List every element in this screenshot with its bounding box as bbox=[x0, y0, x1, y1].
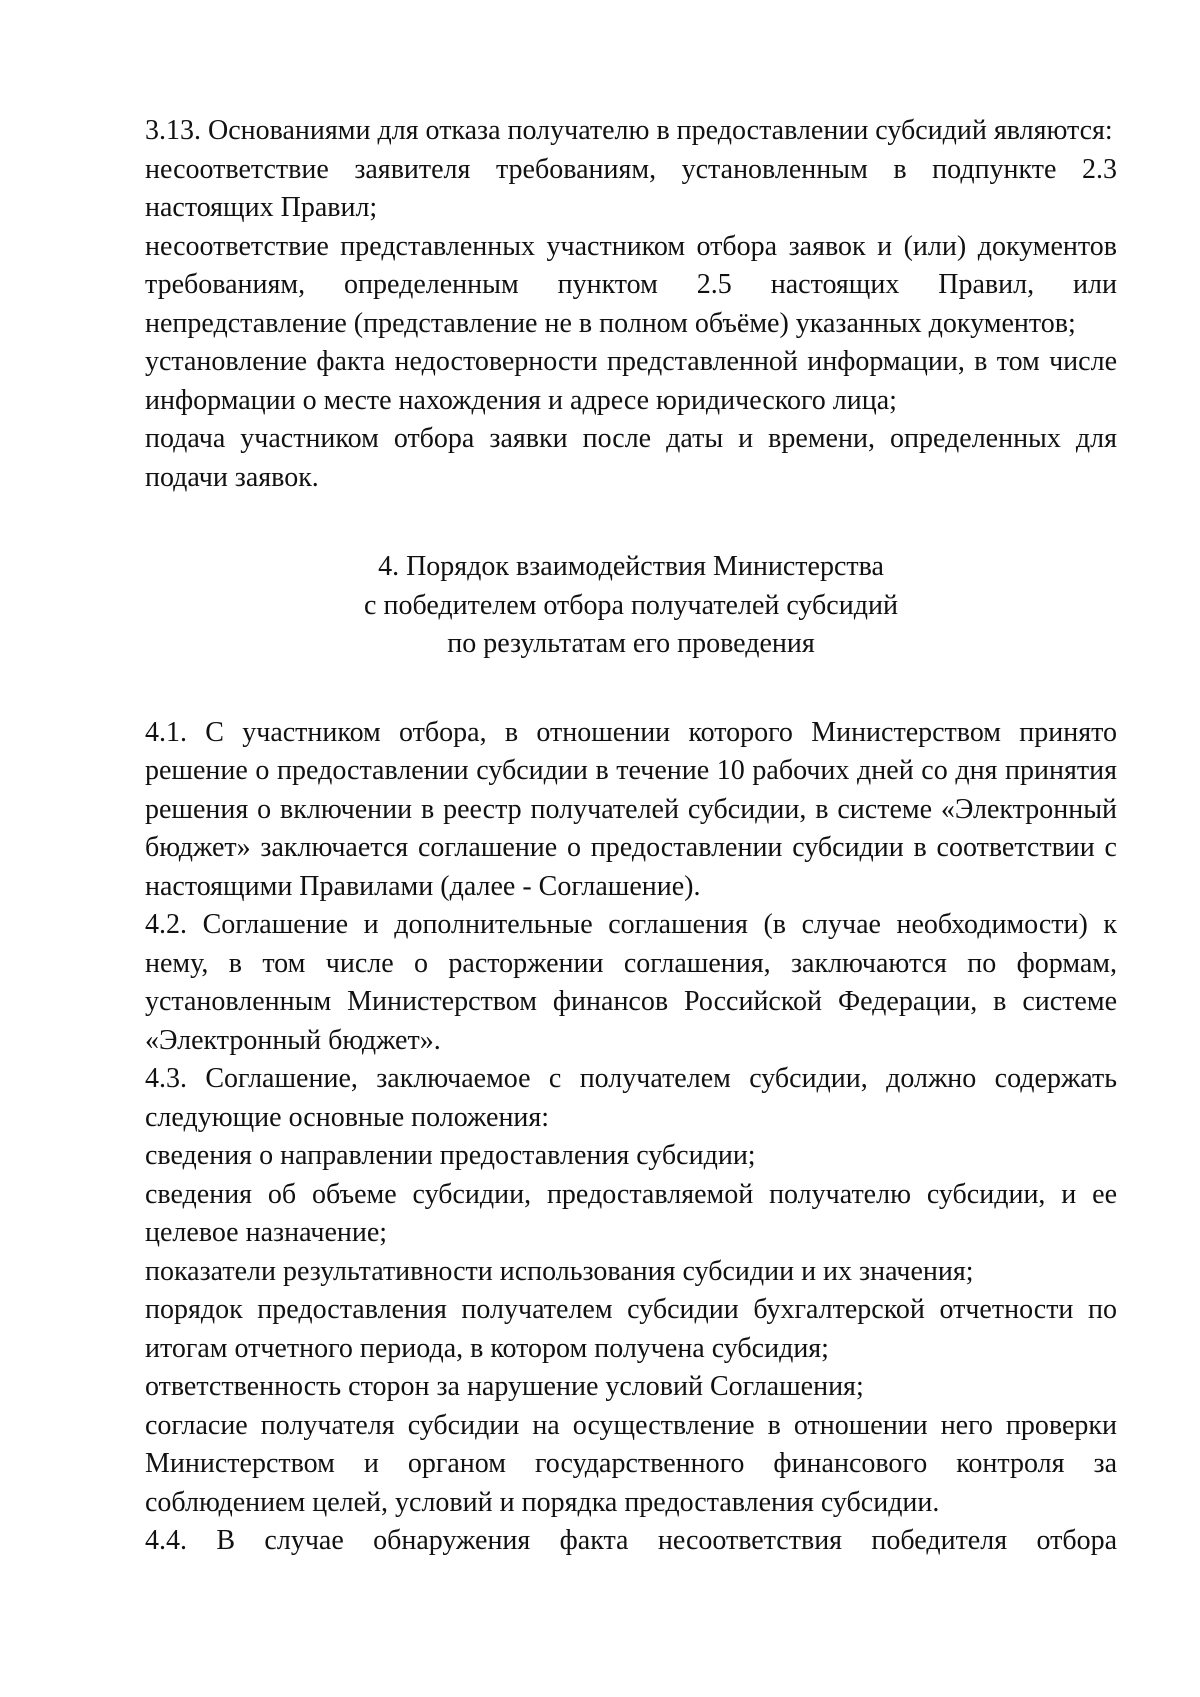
document-page bbox=[145, 112, 1117, 1561]
paragraph-3-13: 3.13. Основаниями для отказа получателю в предоставлении субсидий являются: bbox=[145, 115, 1113, 146]
list-item-provision-6: согласие получателя субсидии на осуществление в отношении него проверки Министерством и органом государственного финансового контроля за соблюдением целей, условий и порядка предоставления субсидии. bbox=[145, 1409, 1117, 1518]
list-item-provision-3: показатели результативности использования субсидии и их значения; bbox=[145, 1255, 974, 1287]
paragraph-4-3: 4.3. Соглашение, заключаемое с получателем субсидии, должно содержать следующие основные положения: bbox=[145, 1063, 1117, 1133]
list-item-provision-2: сведения об объеме субсидии, предоставляемой получателю субсидии, и ее целевое назначение; bbox=[145, 1178, 1117, 1248]
heading-line-3: по результатам его проведения bbox=[447, 628, 815, 659]
list-item-ground-1: несоответствие заявителя требованиям, установленным в подпункте 2.3 настоящих Правил; bbox=[145, 153, 1117, 223]
list-item-ground-4: подача участником отбора заявки после даты и времени, определенных для подачи заявок. bbox=[145, 423, 1117, 493]
heading-line-2: с победителем отбора получателей субсидий bbox=[364, 589, 898, 621]
list-item-provision-4: порядок предоставления получателем субсидии бухгалтерской отчетности по итогам отчетного периода, в котором получена субсидия; bbox=[145, 1294, 1117, 1364]
heading-line-1: 4. Порядок взаимодействия Министерства bbox=[378, 551, 884, 582]
list-item-provision-1: сведения о направлении предоставления субсидии; bbox=[145, 1140, 756, 1171]
paragraph-4-2: 4.2. Соглашение и дополнительные соглашения (в случае необходимости) к нему, в том числе о расторжении соглашения, заключаются по формам, установленным Министерством финансов Российской Федерации, в системе «Электронный бюджет». bbox=[145, 909, 1117, 1056]
paragraph-4-1: 4.1. С участником отбора, в отношении которого Министерством принято решение о предоставлении субсидии в течение 10 рабочих дней со дня принятия решения о включении в реестр получателей субсидии, в системе «Электронный бюджет» заключается соглашение о предоставлении субсидии в соответствии с настоящими Правилами (далее - Соглашение). bbox=[145, 716, 1117, 902]
list-item-ground-3: установление факта недостоверности представленной информации, в том числе информации о месте нахождения и адресе юридического лица; bbox=[145, 346, 1117, 416]
list-item-ground-2: несоответствие представленных участником отбора заявок и (или) документов требованиям, определенным пунктом 2.5 настоящих Правил, или непредставление (представление не в полном объёме) указанных документов; bbox=[145, 230, 1117, 339]
section-4-heading bbox=[145, 548, 1117, 664]
paragraph-4-4-start: 4.4. В случае обнаружения факта несоответствия победителя отбора bbox=[145, 1525, 1117, 1556]
list-item-provision-5: ответственность сторон за нарушение условий Соглашения; bbox=[145, 1371, 864, 1402]
